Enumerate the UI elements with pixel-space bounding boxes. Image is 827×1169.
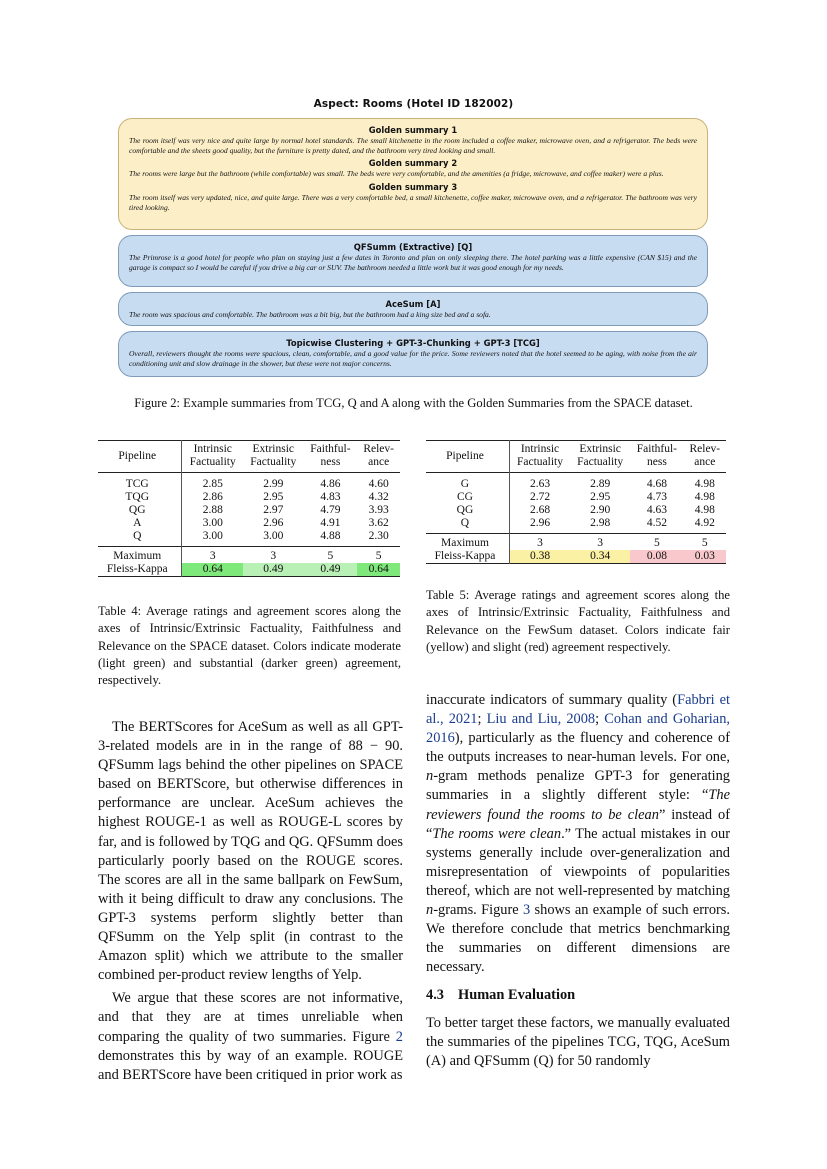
table-cell: 2.97 bbox=[263, 504, 284, 516]
header-line: ance bbox=[694, 456, 716, 468]
section-number: 4.3 bbox=[426, 987, 444, 1004]
header-line: Relev- bbox=[363, 443, 394, 455]
paragraph-inaccurate bbox=[426, 691, 730, 977]
table-header bbox=[98, 441, 182, 473]
table-cell: Q bbox=[98, 530, 182, 547]
table-cell: 2.85 bbox=[202, 478, 223, 490]
table-row bbox=[98, 491, 400, 504]
golden-summary-3-label: Golden summary 3 bbox=[368, 181, 458, 192]
acesum-text: The room was spacious and comfortable. The bathroom was a bit big, but the bathroom had a king size bed and a sofa. bbox=[129, 310, 491, 319]
table-cell: 2.95 bbox=[263, 491, 284, 503]
table-cell: 3 bbox=[597, 537, 603, 549]
table-cell: 3.62 bbox=[368, 517, 389, 529]
table-cell: 2.96 bbox=[529, 517, 551, 529]
table-cell: 4.98 bbox=[694, 491, 715, 503]
table-4 bbox=[98, 440, 400, 577]
table-row-maximum bbox=[426, 534, 726, 551]
table-row bbox=[426, 473, 726, 492]
table-cell: 5 bbox=[327, 550, 334, 562]
table-row-fleiss-kappa bbox=[426, 550, 726, 564]
figure-aspect-title: Aspect: Rooms (Hotel ID 182002) bbox=[313, 98, 514, 110]
section-heading bbox=[426, 986, 730, 1005]
table-header bbox=[630, 441, 683, 473]
table-cell: 2.89 bbox=[590, 478, 611, 490]
acesum-summary-box bbox=[118, 292, 708, 326]
table-cell: 3 bbox=[537, 537, 543, 549]
text-run: ” instead of “ bbox=[426, 806, 730, 842]
table-cell: TQG bbox=[98, 491, 182, 504]
table-header bbox=[426, 441, 509, 473]
table-cell: 2.99 bbox=[263, 478, 284, 490]
header-line: ness bbox=[320, 456, 341, 468]
right-column bbox=[426, 691, 730, 1071]
table-header bbox=[243, 441, 303, 473]
table-cell: 2.63 bbox=[529, 478, 551, 490]
table-row bbox=[426, 517, 726, 534]
text-run: .” The actual mistakes in our systems generally include over-generalization and misrepresentation of viewpoints of popularities thereof, which are not well-represented by matching bbox=[426, 825, 730, 899]
table-cell: 2.30 bbox=[368, 530, 389, 542]
header-line: Factuality bbox=[189, 456, 236, 468]
table-cell: 4.98 bbox=[694, 478, 715, 490]
table-cell: 3.00 bbox=[202, 517, 223, 529]
header-line: Factuality bbox=[517, 456, 563, 468]
text-run: demonstrates this by way of an example. ROUGE and BERTScore have been critiqued in prior work as bbox=[98, 1047, 403, 1083]
table-cell: 2.95 bbox=[590, 491, 611, 503]
table-cell: QG bbox=[426, 504, 509, 517]
table-cell: 4.68 bbox=[646, 478, 667, 490]
table-cell: 5 bbox=[701, 537, 708, 549]
paragraph-bertscore: The BERTScores for AceSum as well as all GPT-3-related models are in in the range of 88 − 90. QFSumm lags behind the other pipelines on SPACE based on BERTScore, but otherwise differences in performance are unclear. AceSum achieves the highest ROUGE-1 as well as ROUGE-L scores by far, and is followed by TQG and QG. QFSumm does particularly poorly based on the ROUGE scores. The scores are all in the same ballpark on FewSum, with it being difficult to draw any conclusions. The GPT-3 systems perform slightly better than QFSumm on the Yelp split (in contrast to the Amazon split) which we attribute to the smaller combined per-product review lengths of Yelp. bbox=[98, 719, 403, 984]
header-line: Factuality bbox=[250, 456, 297, 468]
quote-italic: The rooms were clean bbox=[432, 825, 562, 842]
table-row-fleiss-kappa bbox=[98, 563, 400, 577]
golden-summaries-box bbox=[118, 118, 708, 230]
header-line: Extrinsic bbox=[252, 443, 295, 455]
table-4-caption: Table 4: Average ratings and agreement scores along the axes of Intrinsic/Extrinsic Factuality, Faithfulness and Relevance on the SPACE dataset. Colors indicate moderate (light green) and substantial (darker green) agreement, respectively. bbox=[98, 604, 401, 688]
citation-link[interactable]: Fabbri et al., 2021 bbox=[426, 692, 730, 728]
table-cell: Maximum bbox=[98, 547, 182, 564]
table-cell: QG bbox=[98, 504, 182, 517]
header-line: Faithful- bbox=[636, 443, 678, 455]
left-column bbox=[98, 718, 403, 1085]
table-cell: 2.96 bbox=[263, 517, 284, 529]
table-cell: G bbox=[426, 473, 509, 492]
qfsumm-summary-box bbox=[118, 235, 708, 287]
text-run: -gram methods penalize GPT-3 for generating summaries in a slightly different style: “ bbox=[426, 768, 730, 804]
qfsumm-text: The Primrose is a good hotel for people who plan on staying just a few dates in Toronto and plan on only sleeping there. The hotel parking was a little expensive (CAN $15) and the garage is compact so I would be careful if you drive a big car or SUV. The bathroom needed a little work but it was good enough for my needs. bbox=[129, 253, 697, 273]
kappa-cell: 0.64 bbox=[182, 563, 243, 577]
table-cell: 4.60 bbox=[368, 478, 389, 490]
table-cell: 2.86 bbox=[202, 491, 223, 503]
header-line: Extrinsic bbox=[579, 443, 621, 455]
paragraph-human-eval: To better target these factors, we manually evaluated the summaries of the pipelines TCG, TQG, AceSum (A) and QFSumm (Q) for 50 randomly bbox=[426, 1014, 730, 1069]
table-cell: 4.86 bbox=[320, 478, 341, 490]
header-line: Intrinsic bbox=[193, 443, 232, 455]
tcg-text: Overall, reviewers thought the rooms were spacious, clean, comfortable, and a good value for the price. Some reviewers noted that the hotel seemed to be aging, with noise from the air conditioning unit and slow drainage in the shower, but these were not major concerns. bbox=[129, 349, 697, 369]
table-cell: 4.92 bbox=[694, 517, 715, 529]
text-run: ), particularly as the fluency and coherence of the outputs increases to near-human levels. For one, bbox=[426, 730, 730, 766]
table-cell: Fleiss-Kappa bbox=[98, 563, 182, 577]
header-line: ness bbox=[646, 456, 667, 468]
header-line: ance bbox=[368, 456, 390, 468]
section-title: Human Evaluation bbox=[458, 987, 576, 1004]
header-line: Faithful- bbox=[310, 443, 351, 455]
table-cell: 3.00 bbox=[263, 530, 284, 542]
table-cell: 4.73 bbox=[646, 491, 667, 503]
table-cell: 2.68 bbox=[529, 504, 551, 516]
table-cell: 4.98 bbox=[694, 504, 715, 516]
figure-2-caption: Figure 2: Example summaries from TCG, Q and A along with the Golden Summaries from the SPACE dataset. bbox=[134, 396, 693, 410]
paragraph-argue bbox=[98, 989, 403, 1084]
header-line: Relev- bbox=[689, 443, 721, 455]
math-n: n bbox=[426, 902, 434, 919]
figure-2-link[interactable]: 2 bbox=[395, 1028, 403, 1045]
table-row bbox=[98, 473, 400, 492]
header-line: Intrinsic bbox=[520, 443, 560, 455]
table-cell: 3 bbox=[270, 550, 277, 562]
table-row-maximum bbox=[98, 547, 400, 564]
table-cell: A bbox=[98, 517, 182, 530]
table-row bbox=[98, 530, 400, 547]
table-cell: 2.72 bbox=[529, 491, 551, 503]
table-cell: CG bbox=[426, 491, 509, 504]
table-row bbox=[426, 504, 726, 517]
tcg-label: Topicwise Clustering + GPT-3-Chunking + GPT-3 [TCG] bbox=[286, 338, 540, 348]
golden-summary-2-label: Golden summary 2 bbox=[368, 158, 458, 169]
math-n: n bbox=[426, 768, 434, 785]
table-cell: Maximum bbox=[426, 534, 509, 551]
table-header bbox=[684, 441, 726, 473]
golden-summary-2-text: The rooms were large but the bathroom (while comfortable) was small. The beds were very comfortable, and the amenities (a fridge, microwave, and coffee maker) were a plus. bbox=[129, 169, 664, 179]
qfsumm-label: QFSumm (Extractive) [Q] bbox=[353, 242, 473, 252]
table-5 bbox=[426, 440, 726, 564]
kappa-cell: 0.34 bbox=[570, 550, 630, 564]
text-run: shows an example of such errors. We therefore conclude that metrics benchmarking the summaries on different dimensions are necessary. bbox=[426, 902, 731, 976]
golden-summary-1-text: The room itself was very nice and quite large by normal hotel standards. The small kitchenette in the room included a coffee maker, microwave oven, and a refrigerator. The beds were comfortable and the sheets good quality, but the furniture is pretty dated, and the bathroom very tired looking and small. bbox=[129, 136, 697, 156]
table-cell: 4.32 bbox=[368, 491, 389, 503]
table-cell: 3.00 bbox=[202, 530, 223, 542]
header-line: Factuality bbox=[577, 456, 624, 468]
table-5-caption: Table 5: Average ratings and agreement scores along the axes of Intrinsic/Extrinsic Factuality, Faithfulness and Relevance on the FewSum dataset. Colors indicate fair (yellow) and slight (red) agreement respectively. bbox=[426, 588, 730, 654]
text-run: ; bbox=[477, 711, 487, 728]
kappa-cell: 0.49 bbox=[304, 563, 358, 577]
acesum-label: AceSum [A] bbox=[385, 299, 441, 309]
table-header bbox=[182, 441, 243, 473]
table-header bbox=[570, 441, 630, 473]
table-header bbox=[509, 441, 570, 473]
table-row bbox=[98, 517, 400, 530]
table-row bbox=[98, 504, 400, 517]
table-header bbox=[357, 441, 400, 473]
table-cell: 4.79 bbox=[320, 504, 341, 516]
table-cell: 2.88 bbox=[202, 504, 223, 516]
golden-summary-1-label: Golden summary 1 bbox=[368, 125, 458, 135]
table-cell: Fleiss-Kappa bbox=[426, 550, 509, 564]
kappa-cell: 0.08 bbox=[630, 550, 683, 564]
kappa-cell: 0.03 bbox=[684, 550, 726, 564]
kappa-cell: 0.64 bbox=[357, 563, 400, 577]
table-cell: 4.91 bbox=[320, 517, 341, 529]
table-cell: Q bbox=[426, 517, 509, 534]
text-run: We argue that these scores are not informative, and that they are at times unreliable when comparing the quality of two summaries. Figure bbox=[98, 990, 403, 1045]
tcg-summary-box bbox=[118, 331, 708, 377]
table-cell: 4.83 bbox=[320, 491, 341, 503]
table-cell: 4.88 bbox=[320, 530, 341, 542]
table-cell: 5 bbox=[375, 550, 382, 562]
table-cell: 5 bbox=[654, 537, 660, 549]
citation-link[interactable]: Cohan and Goharian, 2016 bbox=[426, 711, 730, 747]
quote-italic: The reviewers found the rooms to be clean bbox=[426, 787, 730, 823]
table-cell: 3 bbox=[209, 550, 216, 562]
golden-summary-3-text: The room itself was very updated, nice, and quite large. There was a very comfortable bed, a small kitchenette, coffee maker, microwave oven, and a refrigerator. The bathroom was very tired looking. bbox=[129, 192, 697, 212]
citation-link[interactable]: Liu and Liu, 2008 bbox=[486, 711, 596, 728]
text-run: -grams. Figure bbox=[433, 902, 523, 919]
table-cell: TCG bbox=[98, 473, 182, 492]
table-cell: 2.90 bbox=[590, 504, 611, 516]
kappa-cell: 0.49 bbox=[243, 563, 303, 577]
table-header bbox=[304, 441, 358, 473]
header-line: Pipeline bbox=[446, 449, 484, 462]
kappa-cell: 0.38 bbox=[509, 550, 570, 564]
text-run: ; bbox=[595, 711, 605, 728]
figure-3-link[interactable]: 3 bbox=[523, 902, 531, 919]
table-cell: 3.93 bbox=[368, 504, 389, 516]
table-cell: 4.63 bbox=[646, 504, 667, 516]
table-cell: 4.52 bbox=[646, 517, 667, 529]
text-run: inaccurate indicators of summary quality ( bbox=[426, 692, 678, 708]
header-line: Pipeline bbox=[118, 449, 157, 462]
table-cell: 2.98 bbox=[590, 517, 611, 529]
table-row bbox=[426, 491, 726, 504]
